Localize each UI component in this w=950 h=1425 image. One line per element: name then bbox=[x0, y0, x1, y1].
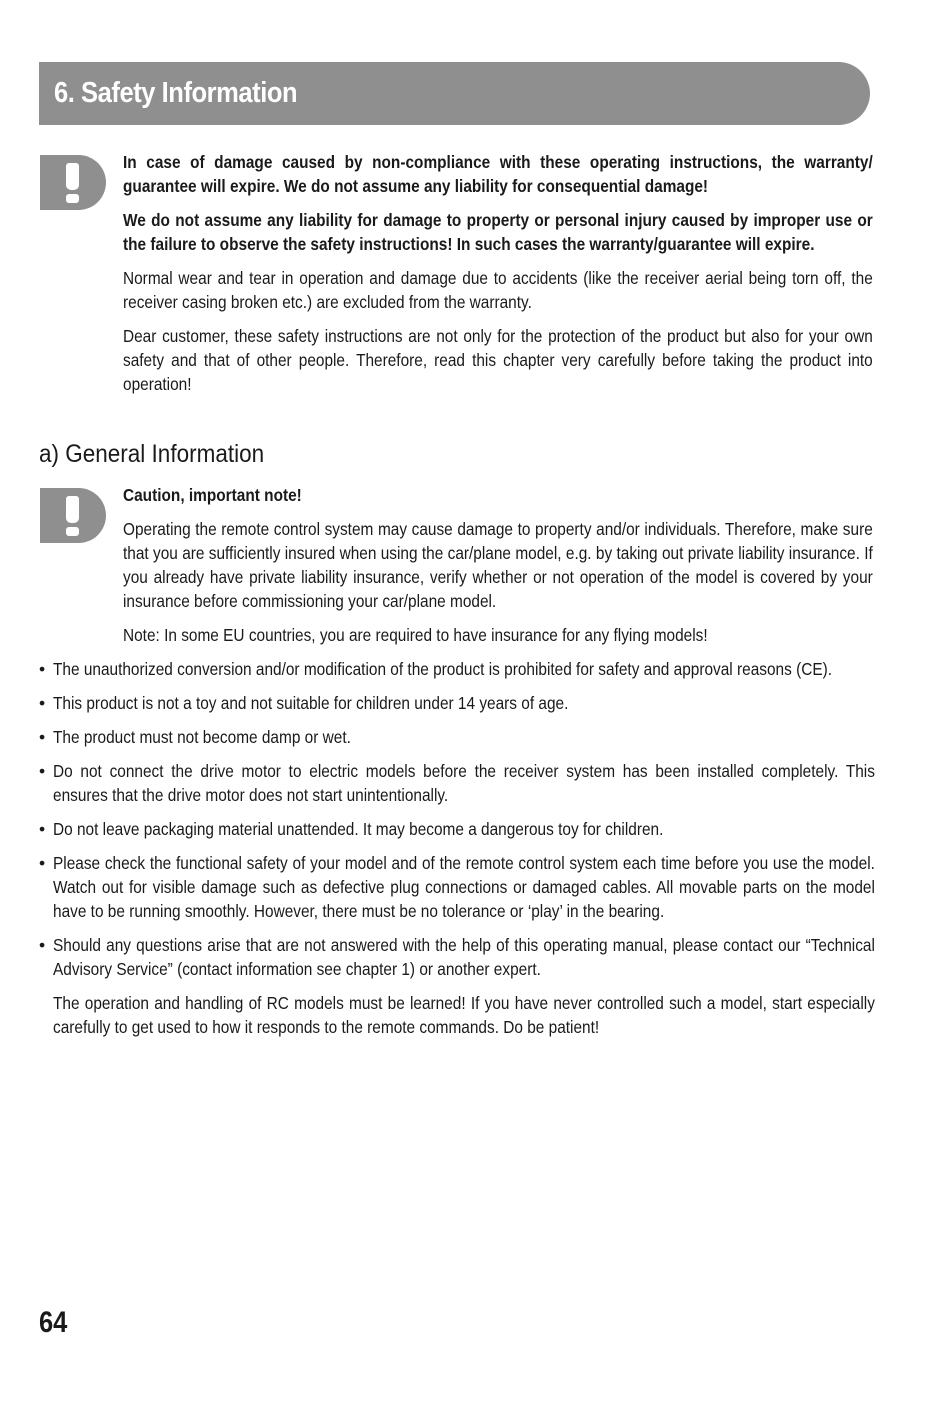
section-header-bar bbox=[39, 62, 870, 125]
insurance-note: Note: In some EU countries, you are required to have insurance for any flying models! bbox=[123, 625, 708, 645]
intro-block bbox=[123, 150, 873, 406]
list-item: • The unauthorized conversion and/or modification of the product is prohibited for safety and approval reasons (CE). bbox=[39, 659, 833, 679]
list-item: • Do not connect the drive motor to electric models before the receiver system has been installed completely. This ensures that the drive motor does not start unintentionally. bbox=[39, 761, 875, 805]
list-item: • Please check the functional safety of your model and of the remote control system each time before you use the model. Watch out for visible damage such as defective plug connections or damaged cables. All movable parts on the model have to be running smoothly. However, there must be no tolerance or ‘play’ in the bearing. bbox=[39, 853, 875, 921]
customer-paragraph: Dear customer, these safety instructions are not only for the protection of the product but also for your own safety and that of other people. Therefore, read this chapter very carefully before taking the product into operation! bbox=[123, 326, 873, 394]
liability-paragraph: We do not assume any liability for damage to property or personal injury caused by improper use or the failure to observe the safety instructions! In such cases the warranty/guarantee will expire. bbox=[123, 210, 873, 254]
warranty-paragraph: In case of damage caused by non-compliance with these operating instructions, the warranty/ guarantee will expire. We do not assume any liability for consequential damage! bbox=[123, 152, 873, 196]
list-item: • Do not leave packaging material unattended. It may become a dangerous toy for children. bbox=[39, 819, 664, 839]
bullet-list bbox=[39, 657, 873, 1049]
wear-paragraph: Normal wear and tear in operation and damage due to accidents (like the receiver aerial being torn off, the receiver casing broken etc.) are excluded from the warranty. bbox=[123, 268, 873, 312]
section-title-general: a) General Information bbox=[39, 440, 265, 468]
list-item: • Should any questions arise that are not answered with the help of this operating manual, please contact our “Technical Advisory Service” (contact information see chapter 1) or another expert. bbox=[39, 935, 875, 979]
caution-text: Operating the remote control system may cause damage to property and/or individuals. Therefore, make sure that you are sufficiently insured when using the car/plane model, e.g. by taking out private liability insurance. If you already have private liability insurance, verify whether or not operation of the model is covered by your insurance before commissioning your car/plane model. bbox=[123, 519, 873, 611]
list-item: • This product is not a toy and not suitable for children under 14 years of age. bbox=[39, 693, 569, 713]
caution-block bbox=[123, 483, 873, 657]
page-title: 6. Safety Information bbox=[54, 77, 298, 109]
caution-heading: Caution, important note! bbox=[123, 485, 302, 505]
list-item: • The product must not become damp or wet. bbox=[39, 727, 351, 747]
exclamation-warning-icon bbox=[40, 488, 106, 543]
closing-paragraph: The operation and handling of RC models must be learned! If you have never controlled such a model, start especially carefully to get used to how it responds to the remote commands. Do be patient! bbox=[53, 993, 875, 1037]
exclamation-warning-icon bbox=[40, 155, 106, 210]
page-number: 64 bbox=[39, 1306, 68, 1339]
